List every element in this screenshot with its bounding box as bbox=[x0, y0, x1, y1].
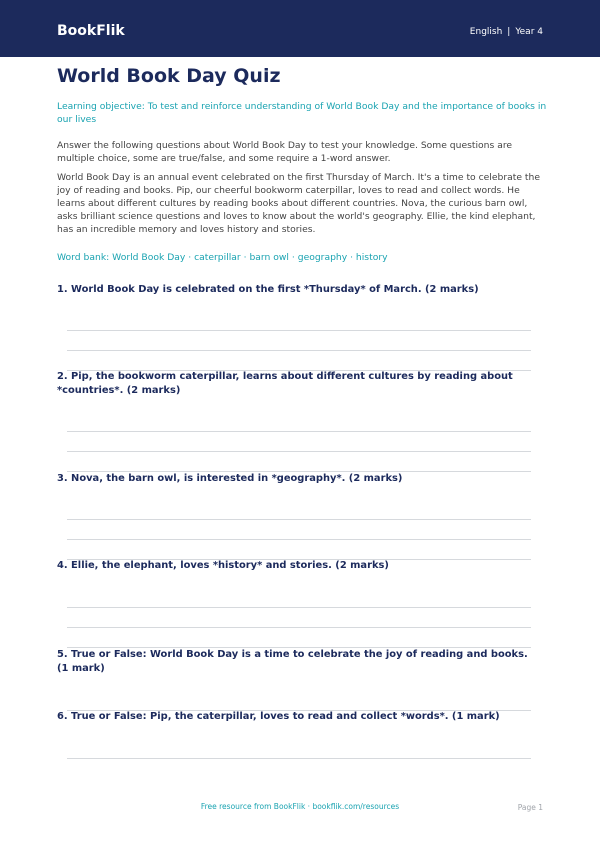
question-6: 6. True or False: Pip, the caterpillar, loves to read and collect *words*. (1 mark) bbox=[57, 711, 500, 722]
answer-line[interactable] bbox=[67, 607, 531, 608]
learning-objective: Learning objective: To test and reinforce understanding of World Book Day and the importance of books in our lives bbox=[57, 101, 547, 125]
answer-line[interactable] bbox=[67, 330, 531, 331]
page-title: World Book Day Quiz bbox=[57, 65, 281, 87]
brand-logo: BookFlik bbox=[57, 23, 125, 39]
context-paragraph: World Book Day is an annual event celebrated on the first Thursday of March. It's a time to celebrate the joy of reading and books. Pip, our cheerful bookworm caterpillar, loves to read and collect words. He learns about different cultures by reading books about different countries. Nova, the curious barn owl, asks brilliant science questions and loves to know about the world's geography. Ellie, the kind elephant, has an incredible memory and loves history and stories. bbox=[57, 172, 540, 235]
header-meta bbox=[470, 27, 543, 37]
word-bank: Word bank: World Book Day · caterpillar · barn owl · geography · history bbox=[57, 252, 388, 263]
question-1: 1. World Book Day is celebrated on the first *Thursday* of March. (2 marks) bbox=[57, 284, 479, 295]
question-3: 3. Nova, the barn owl, is interested in *geography*. (2 marks) bbox=[57, 473, 403, 484]
answer-line[interactable] bbox=[67, 519, 531, 520]
question-5: 5. True or False: World Book Day is a time to celebrate the joy of reading and books. (1 mark) bbox=[57, 649, 528, 674]
answer-line[interactable] bbox=[67, 451, 531, 452]
subject-label: English bbox=[469, 27, 503, 37]
year-label: Year 4 bbox=[515, 27, 543, 37]
footer-credit: Free resource from BookFlik · bookflik.com/resources bbox=[200, 802, 400, 811]
separator: | bbox=[507, 27, 511, 37]
question-2: 2. Pip, the bookworm caterpillar, learns about different cultures by reading about *countries*. (2 marks) bbox=[57, 371, 513, 396]
answer-line[interactable] bbox=[67, 431, 531, 432]
answer-line[interactable] bbox=[67, 758, 531, 759]
answer-line[interactable] bbox=[67, 627, 531, 628]
instructions-paragraph: Answer the following questions about World Book Day to test your knowledge. Some questions are multiple choice, some are true/false, and some require a 1-word answer. bbox=[57, 140, 513, 164]
question-4: 4. Ellie, the elephant, loves *history* and stories. (2 marks) bbox=[57, 560, 389, 571]
answer-line[interactable] bbox=[67, 350, 531, 351]
header-bar bbox=[0, 0, 600, 57]
answer-line[interactable] bbox=[67, 539, 531, 540]
page-number: Page 1 bbox=[517, 803, 543, 812]
